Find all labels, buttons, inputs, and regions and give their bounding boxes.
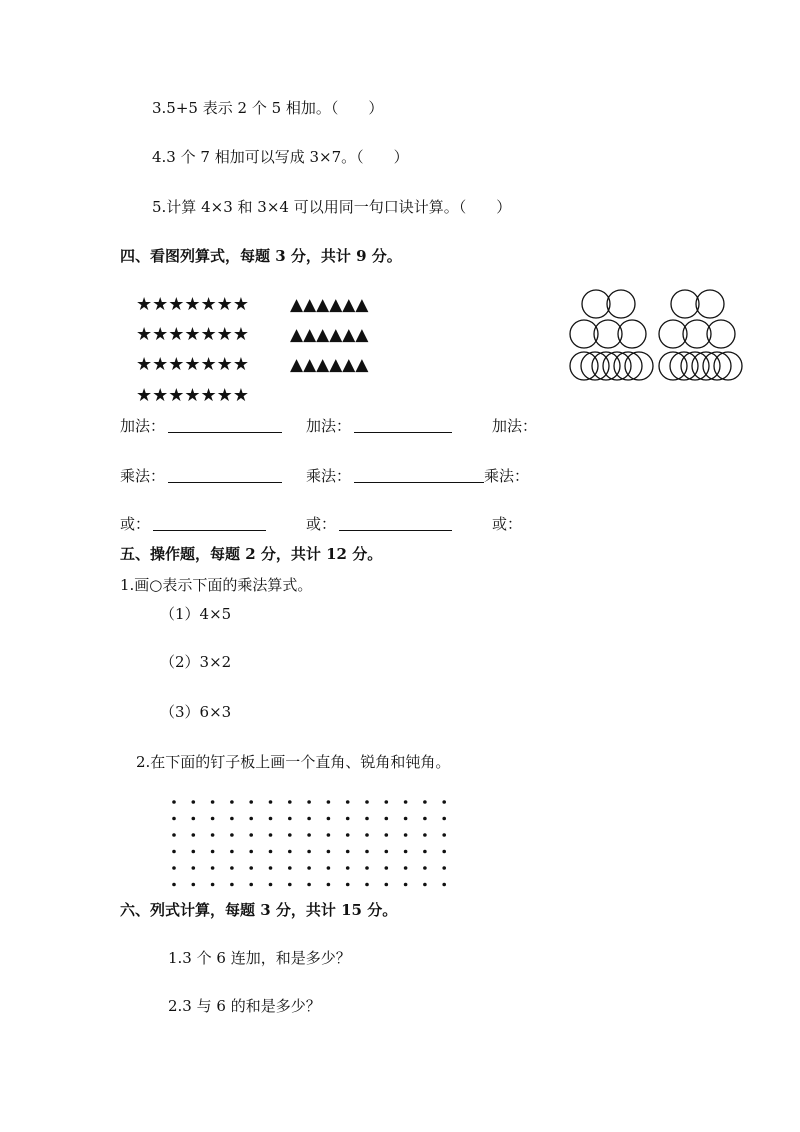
peg-dot <box>404 833 408 837</box>
peg-dot <box>385 817 389 821</box>
peg-dot <box>211 833 215 837</box>
section-6-title: 六、列式计算，每题 3 分，共计 15 分。 <box>120 901 398 919</box>
triangle-row: ▲▲▲▲▲▲ <box>290 325 369 345</box>
peg-dot <box>442 833 446 837</box>
peg-dot <box>365 817 369 821</box>
peg-dot <box>404 817 408 821</box>
calculation-item-1: 1.3 个 6 连加，和是多少？ <box>168 949 351 967</box>
peg-dot <box>327 833 331 837</box>
judge-item-3: 3.5+5 表示 2 个 5 相加。（ ） <box>152 99 384 117</box>
or-blank-1[interactable] <box>153 516 266 531</box>
multiplication-label-2: 乘法： <box>306 467 352 485</box>
peg-dot <box>404 866 408 870</box>
multiplication-blank-2[interactable] <box>354 468 484 483</box>
peg-dot <box>269 883 273 887</box>
peg-dot <box>249 850 253 854</box>
peg-dot <box>327 850 331 854</box>
circle-groups <box>565 288 745 388</box>
peg-dot <box>230 850 234 854</box>
peg-dot <box>211 883 215 887</box>
or-label-3: 或： <box>492 515 523 533</box>
peg-dot <box>307 850 311 854</box>
peg-dot <box>249 833 253 837</box>
peg-dot <box>269 833 273 837</box>
circle-group-left <box>570 290 653 380</box>
peg-dot <box>385 800 389 804</box>
peg-dot <box>230 817 234 821</box>
peg-dot <box>172 883 176 887</box>
peg-dot <box>307 833 311 837</box>
peg-dot <box>192 866 196 870</box>
peg-dot <box>307 800 311 804</box>
peg-dot <box>346 883 350 887</box>
peg-dot <box>442 883 446 887</box>
peg-dot <box>288 800 292 804</box>
peg-dot <box>172 817 176 821</box>
peg-dot <box>192 817 196 821</box>
peg-dot <box>249 817 253 821</box>
pegboard[interactable] <box>168 796 458 888</box>
addition-label-2: 加法： <box>306 417 352 435</box>
multiplication-label-1: 乘法： <box>120 467 166 485</box>
peg-dot <box>172 866 176 870</box>
peg-dot <box>365 833 369 837</box>
peg-dot <box>346 817 350 821</box>
addition-blank-2[interactable] <box>354 418 452 433</box>
peg-dot <box>423 800 427 804</box>
peg-dot <box>211 850 215 854</box>
multiplication-blank-1[interactable] <box>168 468 282 483</box>
or-label-2: 或： <box>306 515 337 533</box>
peg-dot <box>172 833 176 837</box>
peg-dot <box>230 800 234 804</box>
peg-dot <box>172 800 176 804</box>
peg-dot <box>442 850 446 854</box>
peg-dot <box>249 800 253 804</box>
peg-dot <box>442 817 446 821</box>
peg-dot <box>192 850 196 854</box>
peg-dot <box>423 833 427 837</box>
peg-dot <box>404 850 408 854</box>
peg-dot <box>346 800 350 804</box>
peg-dot <box>211 817 215 821</box>
peg-dot <box>346 866 350 870</box>
peg-dot <box>423 817 427 821</box>
circle-group-right <box>659 290 742 380</box>
peg-dot <box>346 850 350 854</box>
peg-dot <box>365 800 369 804</box>
peg-dot <box>385 850 389 854</box>
peg-dot <box>423 850 427 854</box>
peg-dot <box>192 883 196 887</box>
operation-question-2: 2.在下面的钉子板上画一个直角、锐角和钝角。 <box>136 753 451 771</box>
peg-dot <box>249 883 253 887</box>
or-blank-2[interactable] <box>339 516 452 531</box>
addition-label-3: 加法： <box>492 417 538 435</box>
peg-dot <box>327 800 331 804</box>
star-row: ★★★★★★★ <box>136 354 249 375</box>
operation-item-3: （3）6×3 <box>160 703 232 721</box>
peg-dot <box>442 866 446 870</box>
peg-dot <box>192 800 196 804</box>
peg-dot <box>269 866 273 870</box>
peg-dot <box>365 883 369 887</box>
peg-dot <box>307 866 311 870</box>
peg-dot <box>307 883 311 887</box>
or-label-1: 或： <box>120 515 151 533</box>
peg-dot <box>346 833 350 837</box>
peg-dot <box>404 800 408 804</box>
peg-dot <box>327 817 331 821</box>
peg-dot <box>442 800 446 804</box>
operation-question-1: 1.画○表示下面的乘法算式。 <box>120 576 313 594</box>
peg-dot <box>288 833 292 837</box>
peg-dot <box>423 883 427 887</box>
operation-item-1: （1）4×5 <box>160 605 232 623</box>
peg-dot <box>269 800 273 804</box>
multiplication-label-3: 乘法： <box>484 467 530 485</box>
peg-dot <box>288 817 292 821</box>
judge-item-4: 4.3 个 7 相加可以写成 3×7。（ ） <box>152 148 409 166</box>
peg-dot <box>211 800 215 804</box>
section-5-title: 五、操作题，每题 2 分，共计 12 分。 <box>120 545 383 563</box>
peg-dot <box>211 866 215 870</box>
peg-dot <box>404 883 408 887</box>
peg-dot <box>423 866 427 870</box>
peg-dot <box>307 817 311 821</box>
addition-label-1: 加法： <box>120 417 166 435</box>
star-row: ★★★★★★★ <box>136 385 249 406</box>
peg-dot <box>230 833 234 837</box>
peg-dot <box>327 883 331 887</box>
star-row: ★★★★★★★ <box>136 324 249 345</box>
peg-dot <box>230 866 234 870</box>
star-row: ★★★★★★★ <box>136 294 249 315</box>
addition-blank-1[interactable] <box>168 418 282 433</box>
judge-item-5: 5.计算 4×3 和 3×4 可以用同一句口诀计算。（ ） <box>152 198 512 216</box>
calculation-item-2: 2.3 与 6 的和是多少？ <box>168 997 321 1015</box>
peg-dot <box>269 817 273 821</box>
peg-dot <box>365 850 369 854</box>
peg-dot <box>288 866 292 870</box>
peg-dot <box>288 850 292 854</box>
operation-item-2: （2）3×2 <box>160 653 232 671</box>
peg-dot <box>192 833 196 837</box>
peg-dot <box>385 833 389 837</box>
peg-dot <box>172 850 176 854</box>
peg-dot <box>327 866 331 870</box>
peg-dot <box>385 866 389 870</box>
peg-dot <box>269 850 273 854</box>
triangle-row: ▲▲▲▲▲▲ <box>290 355 369 375</box>
peg-dot <box>249 866 253 870</box>
triangle-row: ▲▲▲▲▲▲ <box>290 295 369 315</box>
peg-dot <box>385 883 389 887</box>
peg-dot <box>230 883 234 887</box>
peg-dot <box>288 883 292 887</box>
peg-dot <box>365 866 369 870</box>
section-4-title: 四、看图列算式，每题 3 分，共计 9 分。 <box>120 247 402 265</box>
